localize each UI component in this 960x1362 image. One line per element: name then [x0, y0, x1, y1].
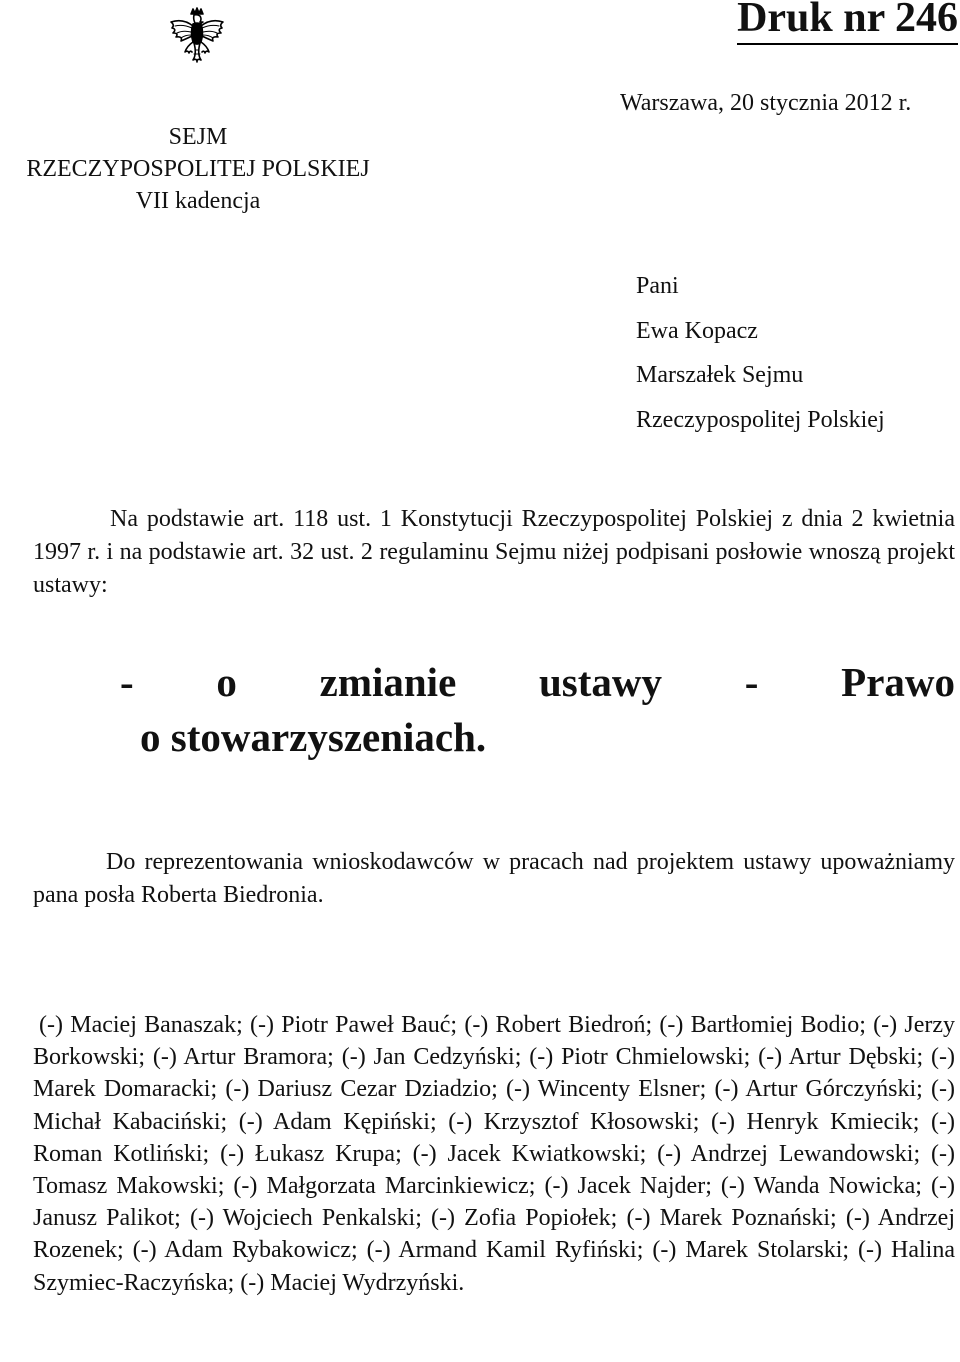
document-number: Druk nr 246 — [737, 0, 958, 45]
recipient-line: Marszałek Sejmu — [636, 362, 804, 388]
representation-paragraph: Do reprezentowania wnioskodawców w pracach nad projektem ustawy upoważniamy pana posła Roberta Biedronia. — [33, 849, 955, 908]
recipient-line: Ewa Kopacz — [636, 317, 758, 344]
recipient-block — [636, 264, 885, 442]
bill-title — [120, 655, 955, 765]
issuer-line: SEJM — [168, 124, 228, 150]
polish-eagle-emblem-icon — [163, 6, 231, 74]
bill-title-line: o stowarzyszeniach. — [140, 714, 487, 760]
signatories-list: (-) Maciej Banaszak; (-) Piotr Paweł Bauć; (-) Robert Biedroń; (-) Bartłomiej Bodio; (-) Jerzy Borkowski; (-) Artur Bramora; (-) Jan Cedzyński; (-) Piotr Chmielowski; (-) Artur Dębski; (-) Marek Domaracki; (-) Dariusz Cezar Dziadzio; (-) Wincenty Elsner; (-) Artur Górczyński; (-) Michał Kabaciński; (-) Adam Kępiński; (-) Krzysztof Kłosowski; (-) Henryk Kmiecik; (-) Roman Kotliński; (-) Łukasz Krupa; (-) Jacek Kwiatkowski; (-) Andrzej Lewandowski; (-) Tomasz Makowski; (-) Małgorzata Marcinkiewicz; (-) Jacek Najder; (-) Wanda Nowicka; (-) Janusz Palikot; (-) Wojciech Penkalski; (-) Zofia Popiołek; (-) Marek Poznański; (-) Andrzej Rozenek; (-) Adam Rybakowicz; (-) Armand Kamil Ryfiński; (-) Marek Stolarski; (-) Halina Szymiec-Raczyńska; (-) Maciej Wydrzyński. — [33, 1012, 955, 1296]
intro-paragraph: Na podstawie art. 118 ust. 1 Konstytucji Rzeczypospolitej Polskiej z dnia 2 kwietnia 1997 r. i na podstawie art. 32 ust. 2 regulaminu Sejmu niżej podpisani posłowie wnoszą projekt ustawy: — [33, 506, 955, 598]
issuer-line: RZECZYPOSPOLITEJ POLSKIEJ — [26, 156, 370, 182]
place-and-date: Warszawa, 20 stycznia 2012 r. — [620, 90, 912, 116]
issuer-block — [0, 121, 396, 217]
recipient-line: Pani — [636, 273, 679, 299]
bill-title-line: - o zmianie ustawy - Prawo — [120, 659, 955, 705]
issuer-line: VII kadencja — [135, 188, 261, 214]
recipient-line: Rzeczypospolitej Polskiej — [636, 406, 885, 433]
